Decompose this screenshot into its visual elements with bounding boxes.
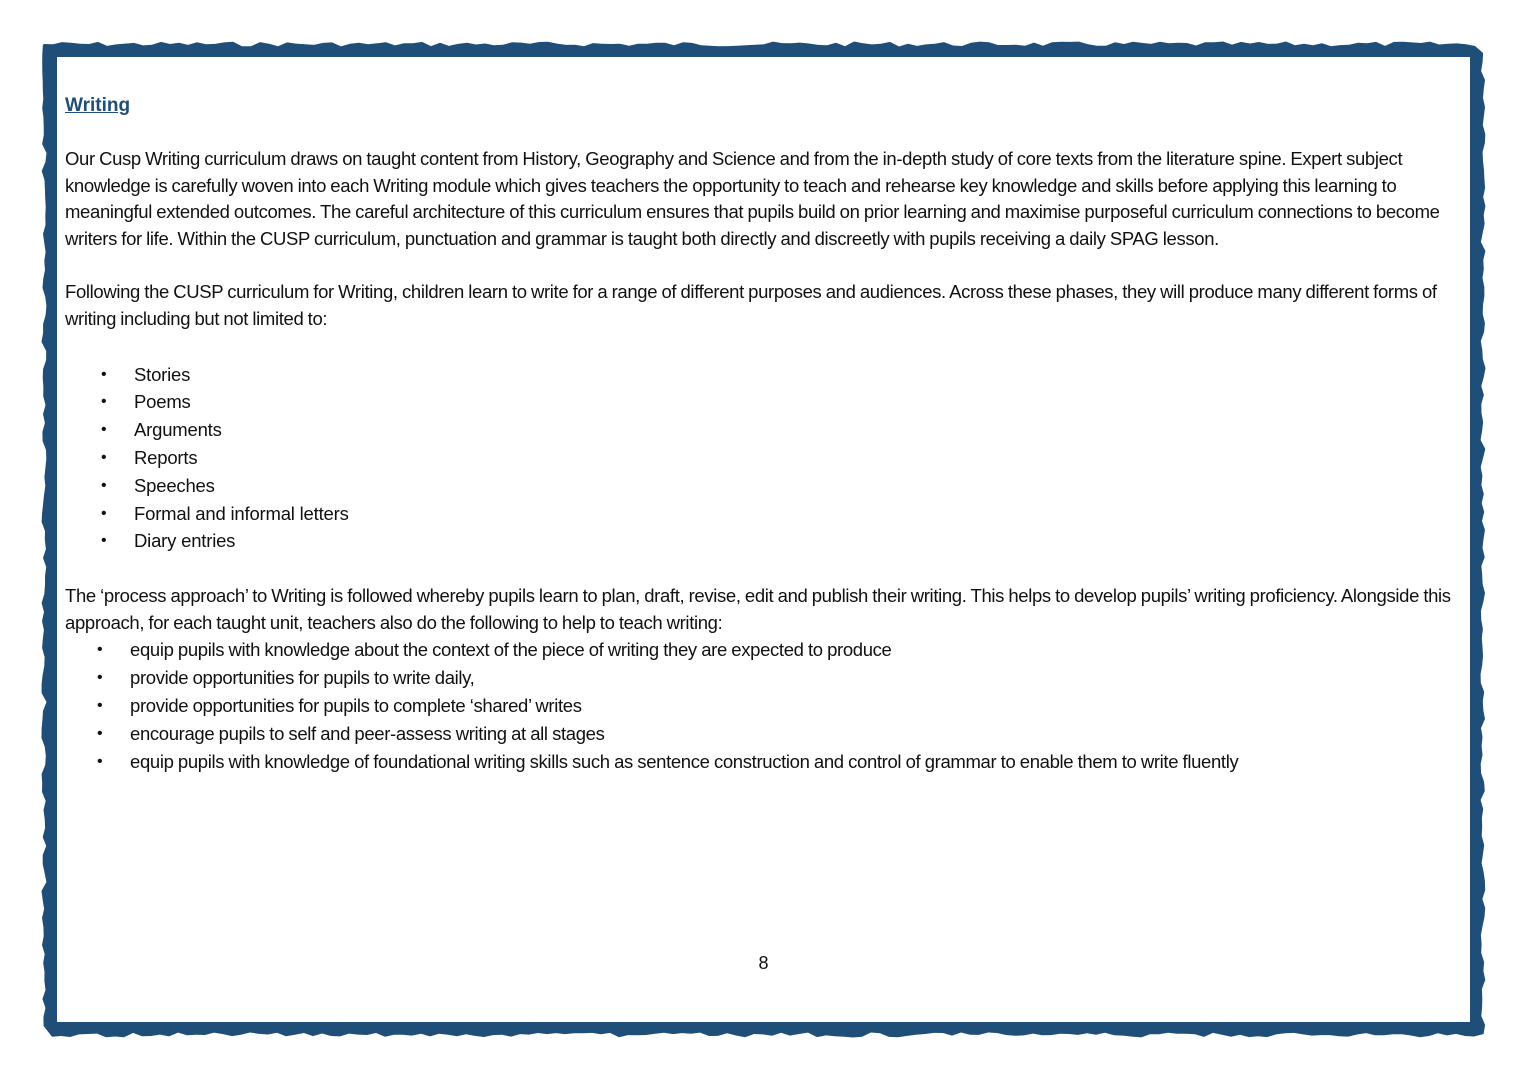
bullet-icon: • bbox=[97, 752, 103, 770]
bullet-icon: • bbox=[101, 393, 107, 411]
list-item-label: equip pupils with knowledge about the context of the piece of writing they are expected to produce bbox=[130, 639, 892, 661]
list-item-label: Reports bbox=[134, 446, 198, 468]
bullet-icon: • bbox=[101, 476, 107, 494]
bullet-icon: • bbox=[97, 696, 103, 714]
list-item bbox=[65, 664, 1465, 692]
forms-intro-paragraph: Following the CUSP curriculum for Writing, children learn to write for a range of different purposes and audiences. Across these phases, they will produce many different forms of writing including but not limited to: bbox=[65, 281, 1437, 329]
bullet-icon: • bbox=[97, 669, 103, 687]
bullet-icon: • bbox=[101, 504, 107, 522]
writing-forms-list bbox=[65, 361, 1465, 556]
list-item-label: Stories bbox=[134, 363, 191, 385]
list-item-label: Speeches bbox=[134, 474, 215, 496]
bullet-icon: • bbox=[97, 641, 103, 659]
list-item bbox=[65, 361, 1465, 389]
list-item bbox=[65, 720, 1465, 748]
list-item bbox=[65, 527, 1465, 555]
document-body bbox=[65, 92, 1465, 775]
page-number: 8 bbox=[758, 953, 769, 973]
list-item bbox=[65, 500, 1465, 528]
list-item-label: Formal and informal letters bbox=[134, 502, 349, 524]
section-heading: Writing bbox=[65, 95, 131, 116]
list-item-label: provide opportunities for pupils to complete ‘shared’ writes bbox=[130, 694, 582, 716]
bullet-icon: • bbox=[97, 724, 103, 742]
bullet-icon: • bbox=[101, 365, 107, 383]
list-item bbox=[65, 472, 1465, 500]
list-item bbox=[65, 636, 1465, 664]
list-item-label: Arguments bbox=[134, 419, 222, 441]
bullet-icon: • bbox=[101, 532, 107, 550]
list-item-label: Poems bbox=[134, 391, 191, 413]
intro-paragraph: Our Cusp Writing curriculum draws on taught content from History, Geography and Science and from the in-depth study of core texts from the literature spine. Expert subject knowledge is carefully woven into each Writing module which gives teachers the opportunity to teach and rehearse key knowledge and skills before applying this learning to meaningful extended outcomes. The careful architecture of this curriculum ensures that pupils build on prior learning and maximise purposeful curriculum connections to become writers for life. Within the CUSP curriculum, punctuation and grammar is taught both directly and discreetly with pupils receiving a daily SPAG lesson. bbox=[65, 148, 1440, 249]
teaching-steps-list bbox=[65, 636, 1465, 775]
list-item bbox=[65, 388, 1465, 416]
list-item-label: provide opportunities for pupils to write daily, bbox=[130, 667, 475, 689]
list-item-label: Diary entries bbox=[134, 530, 236, 552]
list-item bbox=[65, 416, 1465, 444]
list-item bbox=[65, 748, 1465, 776]
list-item bbox=[65, 444, 1465, 472]
list-item-label: encourage pupils to self and peer-assess writing at all stages bbox=[130, 722, 605, 744]
bullet-icon: • bbox=[101, 421, 107, 439]
process-approach-paragraph: The ‘process approach’ to Writing is followed whereby pupils learn to plan, draft, revise, edit and publish their writing. This helps to develop pupils’ writing proficiency. Alongside this approach, for each taught unit, teachers also do the following to help to teach writing: bbox=[65, 585, 1451, 633]
list-item-label: equip pupils with knowledge of foundational writing skills such as sentence construction and control of grammar to enable them to write fluently bbox=[130, 750, 1239, 772]
bullet-icon: • bbox=[101, 448, 107, 466]
list-item bbox=[65, 692, 1465, 720]
